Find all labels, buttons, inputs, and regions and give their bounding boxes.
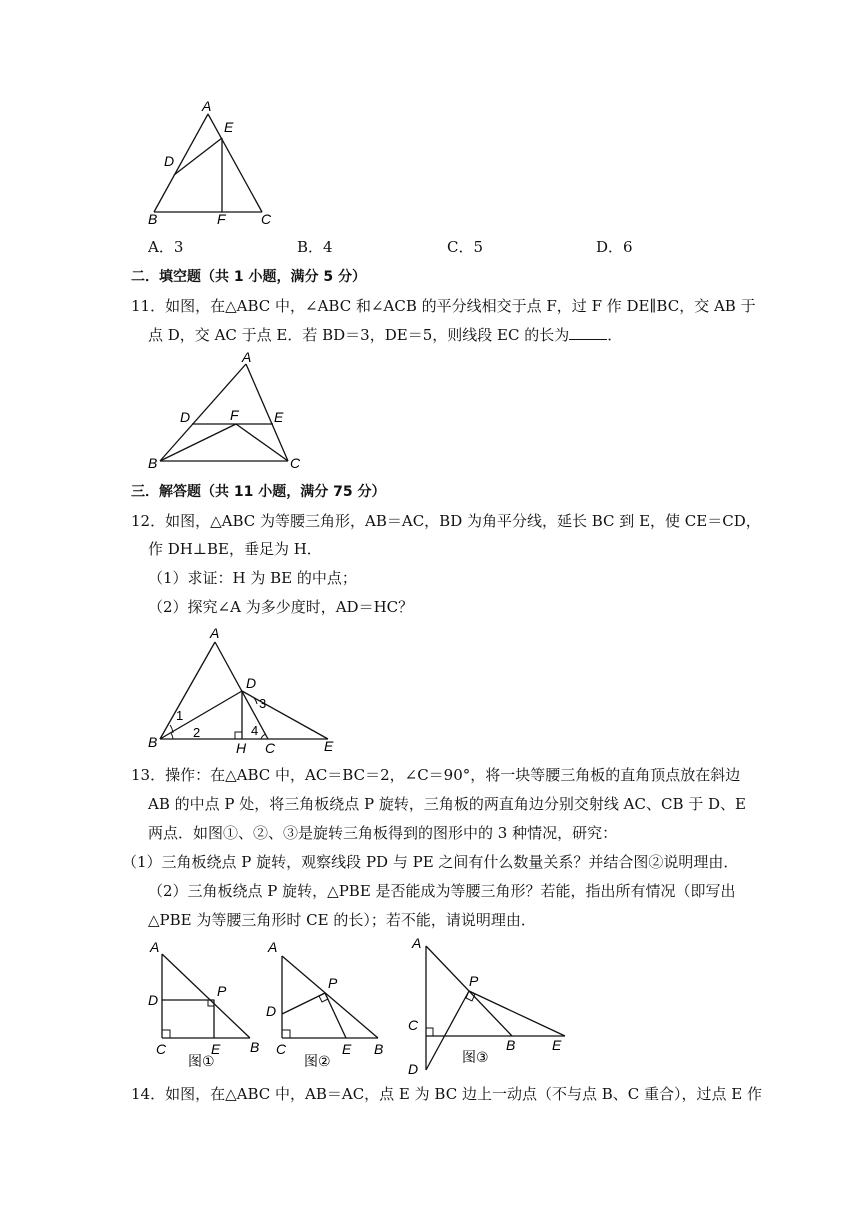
label-B: B [250,1039,260,1055]
figure-3-caption: 图③ [462,1049,489,1065]
label-D: D [266,1003,277,1019]
label-E: E [324,738,334,754]
label-B: B [374,1041,384,1057]
label-A: A [242,350,252,365]
label-E: E [224,119,234,135]
option-c: C．5 [447,238,484,256]
figure-2-caption: 图② [304,1053,331,1069]
q14-line-1: 14．如图，在△ABC 中，AB＝AC，点 E 为 BC 边上一动点（不与点 B、C 重合），过点 E 作 [131,1085,762,1103]
q11-line-1: 11．如图，在△ABC 中，∠ABC 和∠ACB 的平分线相交于点 F，过 F 作 DE∥BC，交 AB 于 [131,297,756,315]
q13-figure-2 [266,938,396,1070]
label-P: P [469,973,479,989]
label-D: D [246,675,257,691]
label-E: E [274,409,284,425]
label-A: A [210,625,220,641]
angle-4-label: 4 [251,723,259,738]
angle-3-label: 3 [259,696,267,711]
label-C: C [290,455,301,471]
q13-figure-3 [400,934,580,1082]
q11-line-2: 点 D，交 AC 于点 E．若 BD＝3，DE＝5，则线段 EC 的长为 ． [148,326,623,344]
angle-1-label: 1 [176,708,184,723]
q13-sub-1: （1）三角板绕点 P 旋转，观察线段 PD 与 PE 之间有什么数量关系？并结合图②说明理由． [122,853,739,871]
section-heading-answer: 三．解答题（共 11 小题，满分 75 分） [131,484,386,500]
label-C: C [265,740,276,754]
answer-blank [569,325,607,340]
q12-line-1: 12．如图，△ABC 为等腰三角形，AB＝AC，BD 为角平分线，延长 BC 到 E，使 CE＝CD， [131,512,761,530]
label-A: A [268,939,278,955]
option-a: A．3 [148,238,184,256]
q13-figure-1 [140,938,268,1070]
label-B: B [148,211,158,226]
angle-2-label: 2 [193,725,201,740]
label-A: A [202,98,212,114]
q12-line-2: 作 DH⊥BE，垂足为 H． [148,540,322,558]
label-B: B [148,734,158,750]
label-B: B [506,1037,516,1053]
label-C: C [261,211,272,226]
q13-sub-2a: （2）三角板绕点 P 旋转，△PBE 是否能成为等腰三角形？若能，指出所有情况（即写出 [148,882,736,900]
label-P: P [217,983,227,999]
option-b: B．4 [297,238,333,256]
figure-1-caption: 图① [188,1053,215,1069]
q12-sub-1: （1）求证：H 为 BE 的中点； [148,569,357,587]
label-B: B [148,455,158,471]
q12-sub-2: （2）探究∠A 为多少度时，AD＝HC？ [148,598,414,616]
option-d: D．6 [596,238,633,256]
label-C: C [276,1041,287,1057]
section-heading-fill-in: 二．填空题（共 1 小题，满分 5 分） [131,269,366,285]
label-C: C [408,1017,419,1033]
label-E: E [552,1037,562,1053]
label-E: E [211,1041,221,1057]
q11-figure [140,350,320,472]
label-D: D [180,409,191,425]
label-F: F [230,407,239,423]
label-A: A [150,939,160,955]
label-E: E [342,1041,352,1057]
label-D: D [164,153,175,169]
q13-line-1: 13．操作：在△ABC 中，AC＝BC＝2，∠C＝90°，将一块等腰三角板的直角顶点放在斜边 [131,766,741,784]
q13-line-3: 两点．如图①、②、③是旋转三角板得到的图形中的 3 种情况，研究： [148,824,618,842]
q12-figure [140,622,350,754]
label-H: H [236,740,247,754]
q13-line-2: AB 的中点 P 处，将三角板绕点 P 旋转，三角板的两直角边分别交射线 AC、CB 于 D、E [148,795,746,813]
q10-figure [140,98,290,226]
label-C: C [156,1041,167,1057]
label-D: D [148,992,159,1008]
label-F: F [217,211,226,226]
label-D: D [408,1061,419,1077]
label-P: P [328,975,338,991]
label-A: A [412,935,422,951]
q13-sub-2b: △PBE 为等腰三角形时 CE 的长）；若不能，请说明理由． [148,911,536,929]
